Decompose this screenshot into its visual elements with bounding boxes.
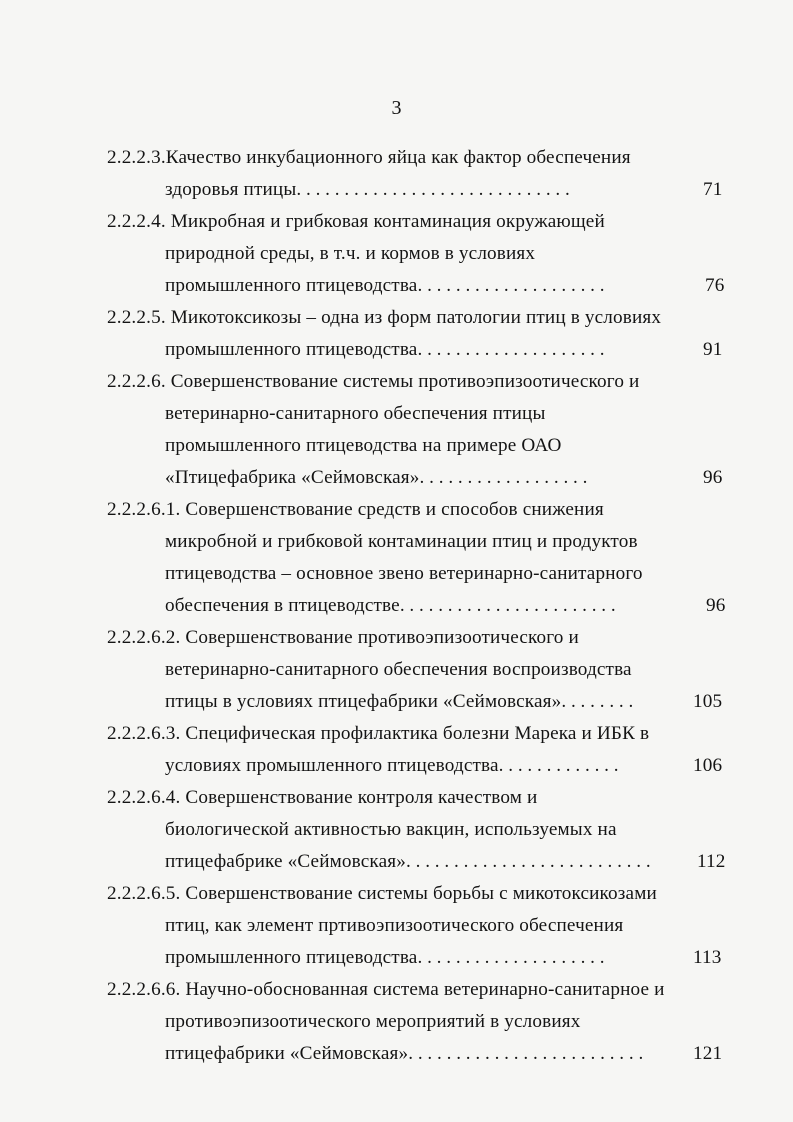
toc-entry-page: 96 bbox=[703, 467, 723, 488]
toc-entry-first-line bbox=[107, 210, 605, 234]
toc-entry-page: 96 bbox=[706, 595, 726, 616]
toc-entry-number: 2.2.2.6.1. bbox=[107, 499, 181, 520]
toc-entry-title-line: Совершенствование средств и способов снижения bbox=[185, 499, 604, 520]
toc-leader-dots: . . . . . . . . . . . . . . . . . . . . bbox=[417, 339, 605, 360]
toc-entry-title-line: промышленного птицеводства bbox=[165, 339, 418, 360]
toc-entry-page: 112 bbox=[697, 851, 726, 872]
toc-entry-last-line bbox=[165, 338, 605, 362]
toc-entry-title-line: биологической активностью вакцин, используемых на bbox=[165, 819, 617, 840]
toc-entry-page: 105 bbox=[693, 691, 723, 712]
toc-leader-dots: . . . . . . . . . . . . . . . . . . . . . . . bbox=[399, 595, 616, 616]
toc-entry-page: 106 bbox=[693, 755, 723, 776]
toc-entry-title-line: природной среды, в т.ч. и кормов в условиях bbox=[165, 243, 536, 264]
toc-entry-last-line bbox=[165, 850, 651, 874]
toc-entry-title-line: ветеринарно-санитарного обеспечения птицы bbox=[165, 403, 546, 424]
toc-entry-number: 2.2.2.6.2. bbox=[107, 627, 181, 648]
toc-entry-title-line: Научно-обоснованная система ветеринарно-санитарное и bbox=[185, 979, 665, 1000]
toc-entry-title-line: промышленного птицеводства на примере ОАО bbox=[165, 435, 562, 456]
toc-entry-first-line bbox=[107, 786, 537, 810]
page-number: 3 bbox=[391, 97, 402, 119]
toc-entry-title-line: Специфическая профилактика болезни Марека и ИБК в bbox=[185, 723, 650, 744]
toc-entry-page: 113 bbox=[693, 947, 722, 968]
toc-leader-dots: . . . . . . . . . . . . . bbox=[498, 755, 619, 776]
toc-entry-page: 91 bbox=[703, 339, 723, 360]
toc-entry-title-line: Микробная и грибковая контаминация окружающей bbox=[170, 211, 605, 232]
toc-entry-first-line bbox=[107, 722, 649, 746]
toc-entry-first-line bbox=[107, 626, 579, 650]
toc-entry-number: 2.2.2.4. bbox=[107, 211, 166, 232]
toc-entry-title-line: Совершенствование системы противоэпизоотического и bbox=[170, 371, 640, 392]
toc-entry-number: 2.2.2.5. bbox=[107, 307, 166, 328]
toc-entry-first-line bbox=[107, 498, 604, 522]
toc-entry-last-line bbox=[165, 466, 587, 490]
toc-entry-number: 2.2.2.6.3. bbox=[107, 723, 181, 744]
toc-entry-first-line bbox=[107, 146, 631, 170]
toc-leader-dots: . . . . . . . . bbox=[561, 691, 634, 712]
toc-entry-title-line: Качество инкубационного яйца как фактор обеспечения bbox=[165, 147, 631, 168]
toc-leader-dots: . . . . . . . . . . . . . . . . . . . . . . . . . bbox=[408, 1043, 644, 1064]
toc-leader-dots: . . . . . . . . . . . . . . . . . . . . bbox=[417, 947, 605, 968]
toc-entry-page: 71 bbox=[703, 179, 723, 200]
toc-entry-title-line: противоэпизоотического мероприятий в условиях bbox=[165, 1011, 581, 1032]
toc-entry-title-line: промышленного птицеводства bbox=[165, 947, 418, 968]
toc-entry-first-line bbox=[107, 306, 661, 330]
toc-entry-number: 2.2.2.6.5. bbox=[107, 883, 181, 904]
toc-entry-number: 2.2.2.6. bbox=[107, 371, 166, 392]
toc-entry-first-line bbox=[107, 882, 657, 906]
toc-entry-title-line: Совершенствование противоэпизоотического и bbox=[185, 627, 579, 648]
toc-entry-title-line: птицефабрики «Сеймовская» bbox=[165, 1043, 409, 1064]
toc-entry-page: 121 bbox=[693, 1043, 723, 1064]
toc-entry-number: 2.2.2.3. bbox=[107, 147, 166, 168]
toc-entry-title-line: здоровья птицы bbox=[165, 179, 297, 200]
toc-entry-last-line bbox=[165, 1042, 643, 1066]
toc-entry-title-line: Совершенствование контроля качеством и bbox=[185, 787, 538, 808]
toc-entry-title-line: ветеринарно-санитарного обеспечения воспроизводства bbox=[165, 659, 632, 680]
toc-entry-title-line: «Птицефабрика «Сеймовская» bbox=[165, 467, 420, 488]
toc-entry-title-line: Микотоксикозы – одна из форм патологии птиц в условиях bbox=[170, 307, 662, 328]
toc-entry-first-line bbox=[107, 978, 665, 1002]
toc-entry-last-line bbox=[165, 178, 570, 202]
toc-entry-title-line: условиях промышленного птицеводства bbox=[165, 755, 499, 776]
toc-entry-last-line bbox=[165, 274, 605, 298]
toc-entry-title-line: птицы в условиях птицефабрики «Сеймовская» bbox=[165, 691, 562, 712]
toc-entry-page: 76 bbox=[705, 275, 725, 296]
toc-entry-title-line: микробной и грибковой контаминации птиц и продуктов bbox=[165, 531, 638, 552]
toc-entry-number: 2.2.2.6.6. bbox=[107, 979, 181, 1000]
toc-entry-first-line bbox=[107, 370, 639, 394]
toc-entry-title-line: обеспечения в птицеводстве bbox=[165, 595, 400, 616]
toc-entry-last-line bbox=[165, 594, 616, 618]
toc-entry-title-line: Совершенствование системы борьбы с микотоксикозами bbox=[185, 883, 657, 904]
toc-leader-dots: . . . . . . . . . . . . . . . . . . . . . . . . . . bbox=[406, 851, 651, 872]
toc-leader-dots: . . . . . . . . . . . . . . . . . . . . bbox=[417, 275, 605, 296]
toc-entry-title-line: птиц, как элемент пртивоэпизоотического обеспечения bbox=[165, 915, 624, 936]
toc-leader-dots: . . . . . . . . . . . . . . . . . . . . . . . . . . . . . bbox=[296, 179, 570, 200]
toc-leader-dots: . . . . . . . . . . . . . . . . . . bbox=[419, 467, 588, 488]
toc-entry-title-line: промышленного птицеводства bbox=[165, 275, 418, 296]
toc-entry-number: 2.2.2.6.4. bbox=[107, 787, 181, 808]
toc-entry-last-line bbox=[165, 754, 619, 778]
toc-entry-last-line bbox=[165, 690, 633, 714]
toc-entry-last-line bbox=[165, 946, 605, 970]
toc-entry-title-line: птицеводства – основное звено ветеринарно-санитарного bbox=[165, 563, 643, 584]
toc-entry-title-line: птицефабрике «Сеймовская» bbox=[165, 851, 406, 872]
